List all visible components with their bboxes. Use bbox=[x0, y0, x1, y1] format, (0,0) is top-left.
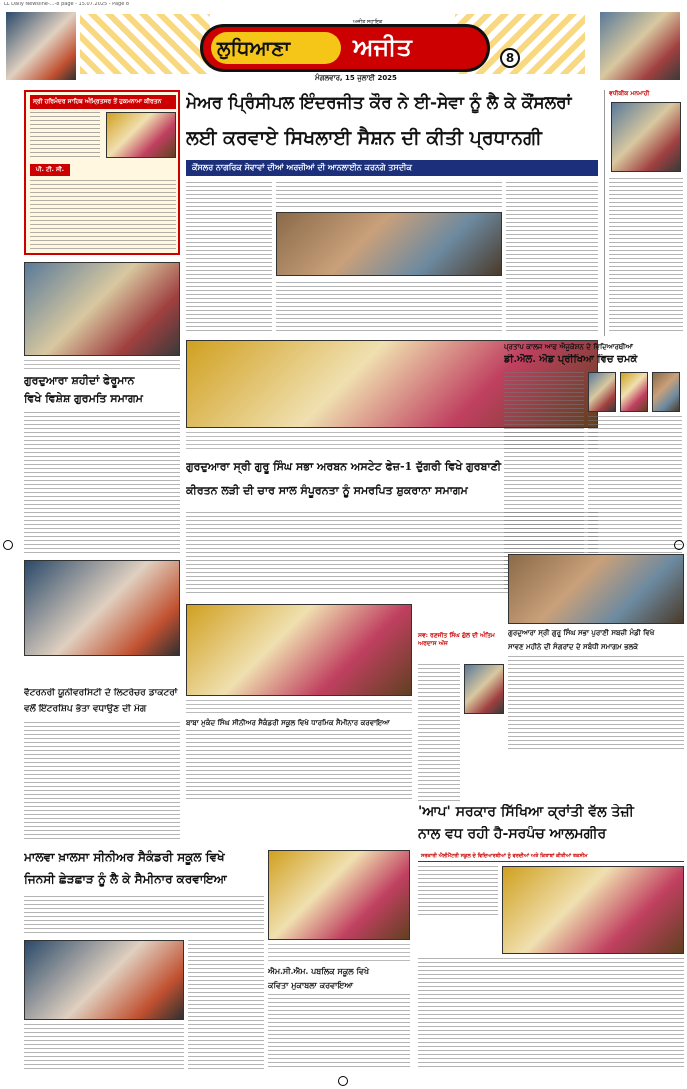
gurdwara-body bbox=[24, 412, 180, 554]
sarkari-photo bbox=[502, 866, 684, 954]
malwa-title-2: ਜਿਨਸੀ ਛੇੜਛਾੜ ਨੂੰ ਲੈ ਕੇ ਸੈਮੀਨਾਰ ਕਰਵਾਇਆ bbox=[24, 872, 227, 886]
hukamnama-title: ਸ੍ਰੀ ਹਰਿਮੰਦਰ ਸਾਹਿਬ ਅੰਮ੍ਰਿਤਸਰ ਤੋਂ ਹੁਕਮਨਾਮਾ ਕੀਰਤਨ bbox=[30, 95, 176, 109]
masthead-left-image bbox=[6, 12, 76, 80]
masthead-banner bbox=[200, 19, 490, 72]
sidebar-photo bbox=[611, 102, 681, 172]
school-title: ਬਾਬਾ ਮੁਕੰਦ ਸਿੰਘ ਸੀਨੀਅਰ ਸੈਕੰਡਰੀ ਸਕੂਲ ਵਿਖੇ ਧਾਰਮਿਕ ਸੈਮੀਨਾਰ ਕਰਵਾਇਆ bbox=[186, 718, 390, 727]
malwa-body-3 bbox=[24, 1024, 184, 1070]
malwa-body-2 bbox=[188, 940, 264, 1070]
registration-mark-bottom bbox=[338, 1076, 348, 1086]
center-title-1: ਗੁਰਦੁਆਰਾ ਸ੍ਰੀ ਗੁਰੂ ਸਿੰਘ ਸਭਾ ਅਰਬਨ ਅਸਟੇਟ ਫੇਜ਼-1 ਦੁੱਗਰੀ ਵਿਖੇ ਗੁਰਬਾਣੀ bbox=[186, 460, 502, 473]
malwa-title-1: ਮਾਲਵਾ ਖ਼ਾਲਸਾ ਸੀਨੀਅਰ ਸੈਕੰਡਰੀ ਸਕੂਲ ਵਿਖੇ bbox=[24, 850, 225, 864]
gurdwara-title-1: ਗੁਰਦੁਆਰਾ ਸ਼ਹੀਦਾਂ ਫੇਰੂਮਾਨ bbox=[24, 374, 135, 387]
lead-headline-1: ਮੇਅਰ ਪ੍ਰਿੰਸੀਪਲ ਇੰਦਰਜੀਤ ਕੌਰ ਨੇ ਈ-ਸੇਵਾ ਨੂੰ ਲੈ ਕੇ ਕੌਂਸਲਰਾਂ bbox=[186, 93, 572, 113]
ms-photo bbox=[268, 850, 410, 940]
ptc-badge: ਪੀ. ਟੀ. ਸੀ. bbox=[30, 164, 70, 176]
gurdwara2-title-2: ਸਾਵਣ ਮਹੀਨੇ ਦੀ ਸੰਗਰਾਂਦ ਦੇ ਸਬੰਧੀ ਸਮਾਗਮ ਭਲਕੇ bbox=[508, 642, 639, 651]
lead-body-col4 bbox=[506, 182, 598, 332]
vet-body bbox=[24, 722, 180, 842]
lead-body-top bbox=[276, 182, 502, 208]
ms-title-2: ਕਵਿਤਾ ਮੁਕਾਬਲਾ ਕਰਵਾਇਆ bbox=[268, 980, 354, 990]
masthead-tagline: ਅਜੀਤ ਸਹਾਇਕ bbox=[353, 19, 383, 25]
hukamnama-body bbox=[30, 180, 176, 250]
lead-subhead: ਕੌਂਸਲਰ ਨਾਗਰਿਕ ਸੇਵਾਵਾਂ ਦੀਆਂ ਅਰਜ਼ੀਆਂ ਦੀ ਆਨਲਾਈਨ ਕਰਨਗੇ ਤਸਦੀਕ bbox=[186, 160, 598, 176]
lead-body-bottom bbox=[276, 282, 502, 332]
lead-body-col1 bbox=[186, 182, 272, 332]
obit-photo bbox=[464, 664, 504, 714]
masthead-date: ਮੰਗਲਵਾਰ, 15 ਜੁਲਾਈ 2025 bbox=[315, 74, 397, 82]
vet-photo bbox=[24, 560, 180, 656]
obit-body bbox=[418, 664, 460, 802]
student-photo-3 bbox=[652, 372, 680, 412]
vet-title-2: ਵਲੋਂ ਇੰਟਰਸ਼ਿਪ ਭੱਤਾ ਵਧਾਉਣ ਦੀ ਮੰਗ bbox=[24, 704, 147, 714]
page-number: 8 bbox=[500, 48, 520, 68]
school-caption bbox=[186, 700, 412, 714]
gurdwara2-body bbox=[508, 656, 684, 752]
lead-headline-2: ਲਈ ਕਰਵਾਏ ਸਿਖਲਾਈ ਸੈਸ਼ਨ ਦੀ ਕੀਤੀ ਪ੍ਰਧਾਨਗੀ bbox=[186, 127, 542, 149]
gurdwara2-photo bbox=[508, 554, 684, 624]
masthead bbox=[0, 10, 687, 82]
golden-temple-image bbox=[106, 112, 176, 158]
vet-title-1: ਵੈਟਰਨਰੀ ਯੂਨੀਵਰਸਿਟੀ ਦੇ ਲਿਟਰੇਚਰ ਡਾਕਟਰਾਂ bbox=[24, 688, 178, 698]
hukamnama-box bbox=[24, 90, 180, 255]
aap-title-2: ਨਾਲ ਵਧ ਰਹੀ ਹੈ-ਸਰਪੰਚ ਆਲਮਗੀਰ bbox=[418, 826, 607, 842]
college-title-1: ਪ੍ਰਤਾਪ ਕਾਲਜ ਆਫ ਐਜੂਕੇਸ਼ਨ ਦੇ ਵਿਦਿਆਰਥੀਆਂ bbox=[504, 342, 633, 351]
student-photo-1 bbox=[588, 372, 616, 412]
school-photo bbox=[186, 604, 412, 696]
sarkari-body-2 bbox=[418, 958, 684, 1070]
gurdwara-caption bbox=[24, 360, 180, 370]
student-photo-2 bbox=[620, 372, 648, 412]
malwa-body bbox=[24, 896, 264, 936]
masthead-brand: ਅਜੀਤ bbox=[353, 32, 412, 61]
gurdwara-photo bbox=[24, 262, 180, 356]
ms-caption bbox=[268, 944, 410, 964]
malwa-photo bbox=[24, 940, 184, 1020]
college-title-2: ਡੀ.ਐਲ. ਐਡ ਪ੍ਰੀਖਿਆ ਵਿਚ ਚਮਕੇ bbox=[504, 354, 638, 365]
ms-title-1: ਐਮ.ਸੀ.ਐਮ. ਪਬਲਿਕ ਸਕੂਲ ਵਿਖੇ bbox=[268, 966, 370, 976]
masthead-city: ਲੁਧਿਆਣਾ bbox=[217, 36, 291, 60]
aap-title-1: 'ਆਪ' ਸਰਕਾਰ ਸਿੱਖਿਆ ਕ੍ਰਾਂਤੀ ਵੱਲ ਤੇਜ਼ੀ bbox=[418, 804, 634, 820]
sidebar-body bbox=[609, 178, 683, 332]
sidebar-right bbox=[604, 90, 684, 336]
slug-line: LL Daily Newsline-...-8 page - 15.07.2025 - Page 8 bbox=[4, 2, 130, 7]
sarkari-strip: ਸਰਕਾਰੀ ਐਲੀਮੈਂਟਰੀ ਸਕੂਲ ਦੇ ਵਿਦਿਆਰਥੀਆਂ ਨੂੰ ਵਰਦੀਆਂ ਅਤੇ ਕਿਤਾਬਾਂ ਕੀਤੀਆਂ ਤਕਸੀਮ bbox=[418, 850, 684, 862]
hukamnama-text bbox=[30, 112, 100, 158]
gurdwara2-title-1: ਗੁਰਦੁਆਰਾ ਸ੍ਰੀ ਗੁਰੂ ਸਿੰਘ ਸਭਾ ਪੁਰਾਣੀ ਸਬਜ਼ੀ ਮੰਡੀ ਵਿਖੇ bbox=[508, 628, 655, 637]
sarkari-body bbox=[418, 866, 498, 916]
center-title-2: ਕੀਰਤਨ ਲੜੀ ਦੀ ਚਾਰ ਸਾਲ ਸੰਪੂਰਨਤਾ ਨੂੰ ਸਮਰਪਿਤ ਸ਼ੁਕਰਾਨਾ ਸਮਾਗਮ bbox=[186, 484, 468, 497]
ms-body bbox=[268, 994, 410, 1070]
school-body bbox=[186, 730, 412, 802]
registration-mark-left bbox=[3, 540, 13, 550]
sidebar-header: ਵਧੀਕੀਕ ਮਨਮਾਹੀ bbox=[609, 90, 650, 97]
gurdwara-title-2: ਵਿਖੇ ਵਿਸ਼ੇਸ਼ ਗੁਰਮਤਿ ਸਮਾਗਮ bbox=[24, 392, 143, 405]
lead-photo bbox=[276, 212, 502, 276]
masthead-right-image bbox=[600, 12, 680, 80]
registration-mark-right bbox=[674, 540, 684, 550]
obit-title: ਸਵ: ਰਣਜੀਤ ਸਿੰਘ ਗੁੱਲ ਦੀ ਅੰਤਿਮ ਅਰਦਾਸ ਅੱਜ bbox=[418, 632, 495, 647]
masthead-pattern-left bbox=[80, 14, 210, 74]
